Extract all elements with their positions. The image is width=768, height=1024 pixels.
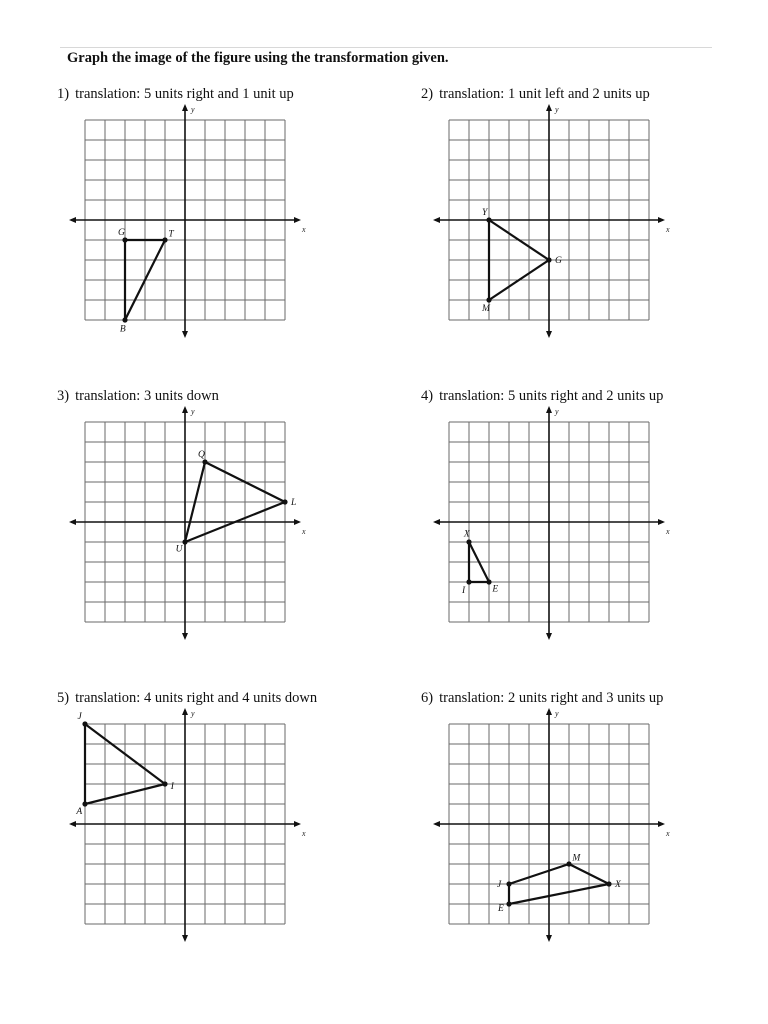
vertex-label: J: [497, 880, 502, 890]
x-axis-arrow-right-icon: [658, 217, 665, 223]
vertex-label: E: [497, 904, 504, 915]
top-rule: [60, 47, 712, 48]
vertex-label: J: [77, 712, 82, 723]
vertex-point: [466, 539, 471, 544]
problem-4: [421, 388, 768, 688]
vertex-point: [82, 721, 87, 726]
vertex-label: I: [461, 586, 466, 597]
y-axis-arrow-down-icon: [546, 633, 552, 640]
y-axis-arrow-up-icon: [182, 406, 188, 413]
x-axis-arrow-right-icon: [294, 821, 301, 827]
vertex-point: [82, 801, 87, 806]
vertex-label: M: [481, 304, 490, 315]
y-axis-label: y: [555, 105, 559, 114]
x-axis-arrow-left-icon: [433, 519, 440, 525]
figure-edge: [509, 864, 569, 884]
vertex-label: M: [572, 853, 581, 864]
x-axis-label: x: [302, 225, 306, 234]
vertex-point: [162, 781, 167, 786]
figure-edge: [509, 884, 609, 904]
page-title: Graph the image of the figure using the transformation given.: [67, 50, 449, 66]
problem-number: 4): [421, 388, 434, 404]
vertex-label: X: [463, 529, 470, 540]
y-axis-arrow-up-icon: [546, 104, 552, 111]
x-axis-arrow-right-icon: [294, 519, 301, 525]
vertex-label: I: [170, 782, 174, 793]
vertex-label: E: [492, 584, 499, 595]
vertex-point: [566, 861, 571, 866]
vertex-label: U: [175, 544, 183, 555]
y-axis-arrow-down-icon: [182, 935, 188, 942]
x-axis-arrow-right-icon: [294, 217, 301, 223]
x-axis-arrow-left-icon: [69, 217, 76, 223]
x-axis-arrow-left-icon: [69, 519, 76, 525]
x-axis-label: x: [302, 527, 306, 536]
y-axis-arrow-down-icon: [546, 331, 552, 338]
vertex-point: [506, 881, 511, 886]
vertex-label: Y: [481, 207, 488, 218]
x-axis-label: x: [302, 829, 306, 838]
problem-2: [421, 86, 768, 386]
y-axis-arrow-down-icon: [182, 633, 188, 640]
vertex-point: [486, 579, 491, 584]
x-axis-arrow-left-icon: [433, 821, 440, 827]
vertex-point: [486, 217, 491, 222]
vertex-label: G: [555, 256, 562, 266]
vertex-point: [466, 579, 471, 584]
y-axis-label: y: [191, 105, 195, 114]
y-axis-arrow-up-icon: [182, 104, 188, 111]
vertex-point: [182, 539, 187, 544]
x-axis-arrow-right-icon: [658, 519, 665, 525]
problem-number: 3): [57, 388, 70, 404]
coordinate-grid: [57, 690, 427, 990]
problem-number: 2): [421, 86, 434, 102]
vertex-label: Q: [197, 449, 205, 460]
y-axis-arrow-up-icon: [546, 708, 552, 715]
coordinate-grid: [421, 690, 768, 990]
vertex-label: X: [615, 880, 621, 890]
x-axis-label: x: [666, 527, 670, 536]
y-axis-arrow-down-icon: [546, 935, 552, 942]
x-axis-label: x: [666, 225, 670, 234]
problem-number: 6): [421, 690, 434, 706]
problem-6: [421, 690, 768, 990]
x-axis-label: x: [666, 829, 670, 838]
problem-text: translation: 1 unit left and 2 units up: [439, 86, 650, 102]
y-axis-label: y: [191, 709, 195, 718]
vertex-point: [486, 297, 491, 302]
vertex-point: [506, 901, 511, 906]
problem-text: translation: 3 units down: [75, 388, 219, 404]
vertex-label: T: [168, 229, 174, 240]
coordinate-grid: [421, 388, 768, 688]
vertex-point: [122, 237, 127, 242]
vertex-label: G: [117, 227, 125, 238]
problem-text: translation: 2 units right and 3 units up: [439, 690, 664, 706]
problem-text: translation: 5 units right and 2 units up: [439, 388, 664, 404]
vertex-point: [606, 881, 611, 886]
vertex-label: A: [76, 807, 83, 818]
vertex-label: L: [291, 498, 297, 508]
vertex-point: [202, 459, 207, 464]
vertex-point: [282, 499, 287, 504]
vertex-label: B: [119, 324, 126, 335]
problem-text: translation: 5 units right and 1 unit up: [75, 86, 294, 102]
y-axis-arrow-up-icon: [182, 708, 188, 715]
y-axis-label: y: [555, 407, 559, 416]
x-axis-arrow-left-icon: [433, 217, 440, 223]
problem-number: 5): [57, 690, 70, 706]
problem-1: [57, 86, 427, 386]
problem-text: translation: 4 units right and 4 units down: [75, 690, 318, 706]
problem-3: [57, 388, 427, 688]
coordinate-grid: [57, 388, 427, 688]
problem-number: 1): [57, 86, 70, 102]
x-axis-arrow-right-icon: [658, 821, 665, 827]
vertex-point: [122, 317, 127, 322]
x-axis-arrow-left-icon: [69, 821, 76, 827]
y-axis-arrow-up-icon: [546, 406, 552, 413]
y-axis-label: y: [191, 407, 195, 416]
y-axis-arrow-down-icon: [182, 331, 188, 338]
coordinate-grid: [57, 86, 427, 386]
y-axis-label: y: [555, 709, 559, 718]
vertex-point: [546, 257, 551, 262]
vertex-point: [162, 237, 167, 242]
coordinate-grid: [421, 86, 768, 386]
problem-5: [57, 690, 427, 990]
